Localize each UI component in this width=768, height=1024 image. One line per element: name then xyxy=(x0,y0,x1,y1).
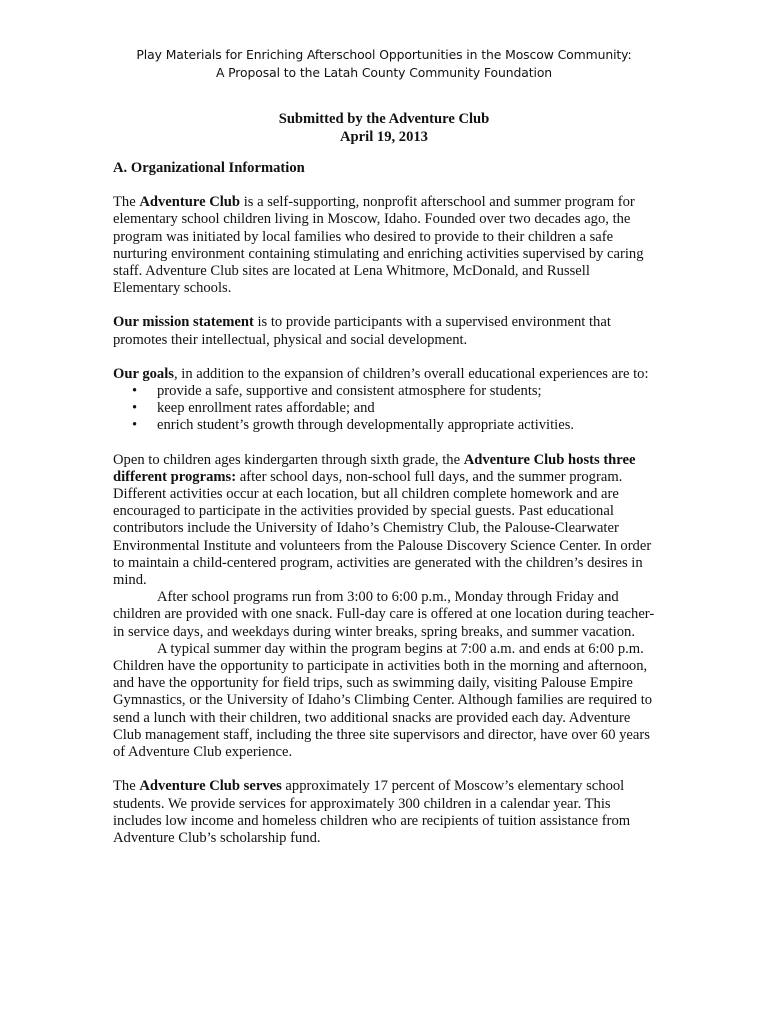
submission-date: April 19, 2013 xyxy=(340,128,428,145)
submitted-by: Submitted by the Adventure Club xyxy=(278,111,490,127)
serves-pre: The xyxy=(113,778,140,795)
serves-paragraph xyxy=(113,778,655,847)
intro-bold: Adventure Club xyxy=(139,194,241,211)
submission-block xyxy=(113,111,655,146)
mission-paragraph xyxy=(113,314,655,348)
mission-text: is to provide participants with a supervised environment that promotes their intellectual, physical and social development. xyxy=(113,314,611,348)
programs-text: after school days, non-school full days, and the summer program. Different activities occur at each location, but all children complete homework and are encouraged to participate in the activities provided by special guests. Past educational contributors include the University of Idaho’s Chemistry Club, the Palouse-Clearwater Environmental Institute and volunteers from the Palouse Discovery Science Center. In order to maintain a child-centered program, activities are generated with the children’s desires in mind. xyxy=(113,468,652,589)
programs-paragraph xyxy=(113,452,655,590)
after-school-paragraph: After school programs run from 3:00 to 6:00 p.m., Monday through Friday and children are provided with one snack. Full-day care is offered at one location during teacher-in service days, and weekdays during winter breaks, spring breaks, and summer vacation. xyxy=(113,589,655,640)
goals-text: , in addition to the expansion of children’s overall educational experiences are to: xyxy=(173,365,649,382)
mission-label: Our mission statement xyxy=(113,314,254,331)
document-page xyxy=(113,46,655,847)
list-item: • enrich student’s growth through developmentally appropriate activities. xyxy=(157,417,655,434)
intro-text: is a self-supporting, nonprofit afterschool and summer program for elementary school children living in Moscow, Idaho. Founded over two decades ago, the program was initiated by local families who desired to provide to their children a safe nurturing environment containing stimulating and enriching activities supervised by caring staff. Adventure Club sites are located at Lena Whitmore, McDonald, and Russell Elementary schools. xyxy=(113,194,644,297)
programs-pre: Open to children ages kindergarten through sixth grade, the xyxy=(113,451,464,468)
goals-list xyxy=(113,383,655,435)
intro-pre: The xyxy=(113,194,140,211)
list-item: • keep enrollment rates affordable; and xyxy=(157,400,655,417)
goals-paragraph xyxy=(113,366,655,383)
list-item: • provide a safe, supportive and consistent atmosphere for students; xyxy=(157,383,655,400)
section-heading: A. Organizational Information xyxy=(113,160,305,176)
serves-text: approximately 17 percent of Moscow’s elementary school students. We provide services for approximately 300 children in a calendar year. This includes low income and homeless children who are recipients of tuition assistance from Adventure Club’s scholarship fund. xyxy=(113,778,631,846)
programs-bold: Adventure Club hosts three different programs: xyxy=(113,451,636,485)
goals-label: Our goals xyxy=(113,365,174,382)
document-title-line-1: Play Materials for Enriching Afterschool Opportunities in the Moscow Community: xyxy=(136,47,632,62)
serves-bold: Adventure Club serves xyxy=(139,778,282,795)
document-title-line-2: A Proposal to the Latah County Community Foundation xyxy=(215,64,553,80)
intro-paragraph xyxy=(113,194,655,297)
summer-day-paragraph: A typical summer day within the program begins at 7:00 a.m. and ends at 6:00 p.m. Children have the opportunity to participate in activities both in the morning and afternoon, and have the opportunity for field trips, such as swimming daily, visiting Palouse Empire Gymnastics, or the University of Idaho’s Climbing Center. Although families are required to send a lunch with their children, two additional snacks are provided each day. Adventure Club management staff, including the three site supervisors and director, have over 60 years of Adventure Club experience. xyxy=(113,640,653,761)
